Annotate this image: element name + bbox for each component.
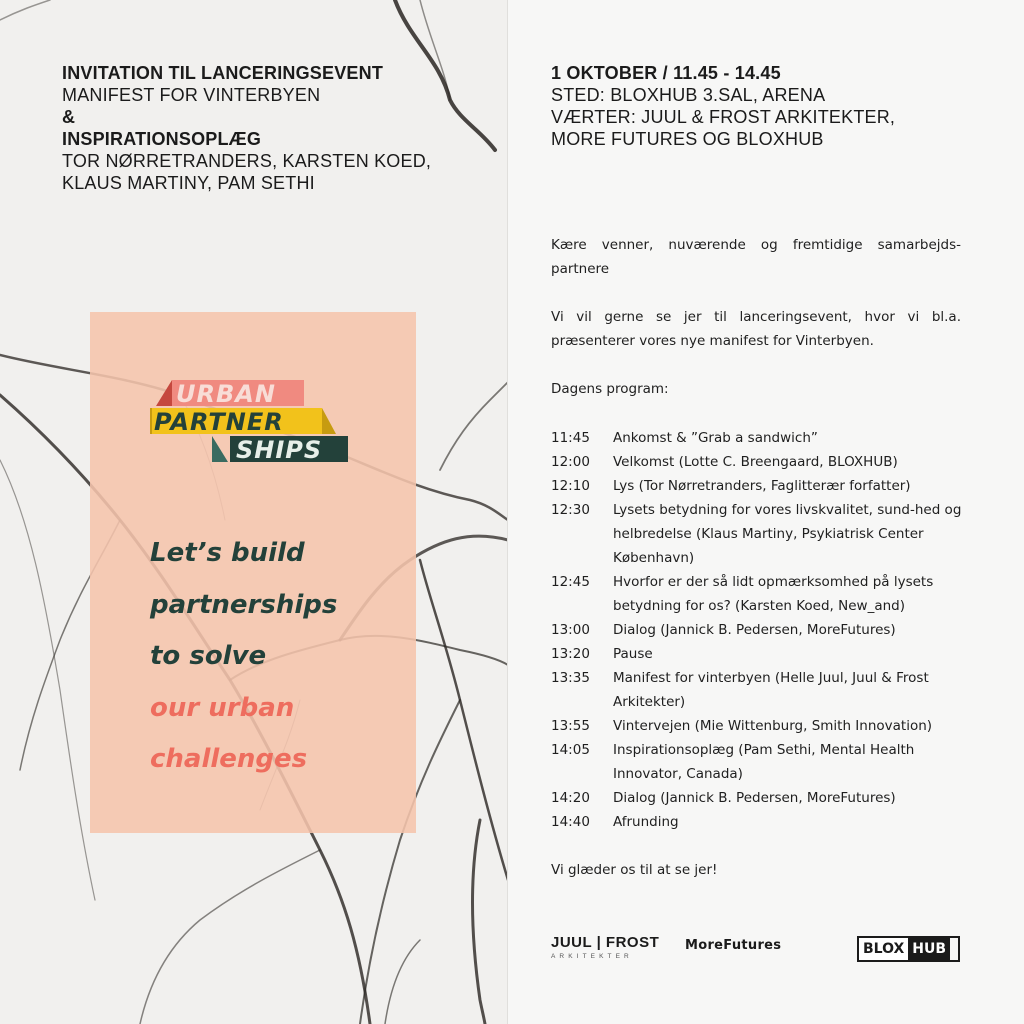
- tagline-line-4: our urban: [150, 692, 295, 723]
- program-item: [551, 642, 971, 666]
- morefutures-logo: MoreFutures: [685, 938, 782, 953]
- program-desc: Dialog (Jannick B. Pedersen, MoreFutures): [613, 622, 896, 638]
- tagline-line-3: to solve: [150, 641, 267, 671]
- event-location: STED: BLOXHUB 3.SAL, ARENA: [551, 85, 826, 105]
- event-date-time: 1 OKTOBER / 11.45 - 14.45: [551, 63, 781, 83]
- program-item: [551, 786, 971, 810]
- intro-paragraph: Vi vil gerne se jer til lanceringsevent, hvor vi bl.a. præsenterer vores nye manifest for Vinterbyen.: [551, 309, 961, 349]
- bloxhub-logo-blox: BLOX: [859, 938, 908, 960]
- event-details-block: [551, 62, 991, 150]
- program-item: [551, 426, 971, 450]
- program-item: [551, 666, 971, 714]
- program-time: 14:05: [551, 742, 590, 758]
- program-time: 12:10: [551, 478, 590, 494]
- program-time: 12:45: [551, 574, 590, 590]
- program-item: [551, 810, 971, 834]
- speakers-line-2: KLAUS MARTINY, PAM SETHI: [62, 173, 315, 193]
- event-title: INVITATION TIL LANCERINGSEVENT: [62, 63, 384, 83]
- program-list: [551, 426, 971, 834]
- program-desc: Lys (Tor Nørretranders, Faglitterær forfatter): [613, 478, 911, 494]
- program-item: [551, 618, 971, 642]
- program-desc: Hvorfor er der så lidt opmærksomhed på lysets betydning for os? (Karsten Koed, New_and): [613, 574, 934, 614]
- program-time: 13:00: [551, 622, 590, 638]
- program-time: 13:55: [551, 718, 590, 734]
- event-title-block: [62, 62, 492, 194]
- tagline-line-5: challenges: [150, 744, 308, 774]
- program-desc: Manifest for vinterbyen (Helle Juul, Juul & Frost Arkitekter): [613, 670, 929, 710]
- program-time: 12:30: [551, 502, 590, 518]
- tagline-line-2: partnerships: [150, 589, 338, 620]
- logo-word-partner: PARTNER: [154, 408, 284, 436]
- program-item: [551, 570, 971, 618]
- bloxhub-logo: [857, 936, 960, 962]
- program-desc: Dialog (Jannick B. Pedersen, MoreFutures): [613, 790, 896, 806]
- program-time: 12:00: [551, 454, 590, 470]
- program-desc: Ankomst & ”Grab a sandwich”: [613, 430, 818, 446]
- event-subtitle: MANIFEST FOR VINTERBYEN: [62, 85, 321, 105]
- partner-logos: [551, 932, 971, 968]
- program-time: 14:40: [551, 814, 590, 830]
- juul-frost-logo: JUUL | FROST: [551, 934, 660, 951]
- program-time: 14:20: [551, 790, 590, 806]
- urban-partnerships-logo: [150, 378, 350, 482]
- program-time: 13:35: [551, 670, 590, 686]
- program-time: 13:20: [551, 646, 590, 662]
- tagline: [150, 528, 410, 786]
- program-item: [551, 498, 971, 570]
- program-item: [551, 738, 971, 786]
- program-desc: Afrunding: [613, 814, 679, 830]
- speakers-line-1: TOR NØRRETRANDERS, KARSTEN KOED,: [62, 151, 432, 171]
- greeting: Kære venner, nuværende og fremtidige samarbejds-partnere: [551, 237, 961, 277]
- program-item: [551, 714, 971, 738]
- invitation-left-panel: [0, 0, 508, 1024]
- ampersand: &: [62, 107, 76, 127]
- program-desc: Pause: [613, 646, 653, 662]
- logo-word-ships: SHIPS: [236, 436, 323, 464]
- program-item: [551, 474, 971, 498]
- program-time: 11:45: [551, 430, 590, 446]
- logo-word-urban: URBAN: [176, 380, 276, 408]
- bloxhub-logo-hub: HUB: [908, 938, 950, 960]
- program-desc: Inspirationsoplæg (Pam Sethi, Mental Health Innovator, Canada): [613, 742, 915, 782]
- inspiration-title: INSPIRATIONSOPLÆG: [62, 129, 262, 149]
- program-desc: Lysets betydning for vores livskvalitet, sund-hed og helbredelse (Klaus Martiny, Psykiatrisk Center København): [613, 502, 962, 566]
- juul-frost-subtitle: ARKITEKTER: [551, 953, 633, 960]
- event-hosts-cont: MORE FUTURES OG BLOXHUB: [551, 129, 824, 149]
- program-desc: Velkomst (Lotte C. Breengaard, BLOXHUB): [613, 454, 898, 470]
- event-hosts: VÆRTER: JUUL & FROST ARKITEKTER,: [551, 107, 896, 127]
- program-heading: Dagens program:: [551, 381, 669, 397]
- program-desc: Vintervejen (Mie Wittenburg, Smith Innovation): [613, 718, 933, 734]
- program-item: [551, 450, 971, 474]
- tagline-line-1: Let’s build: [150, 538, 305, 568]
- closing-line: Vi glæder os til at se jer!: [551, 862, 718, 878]
